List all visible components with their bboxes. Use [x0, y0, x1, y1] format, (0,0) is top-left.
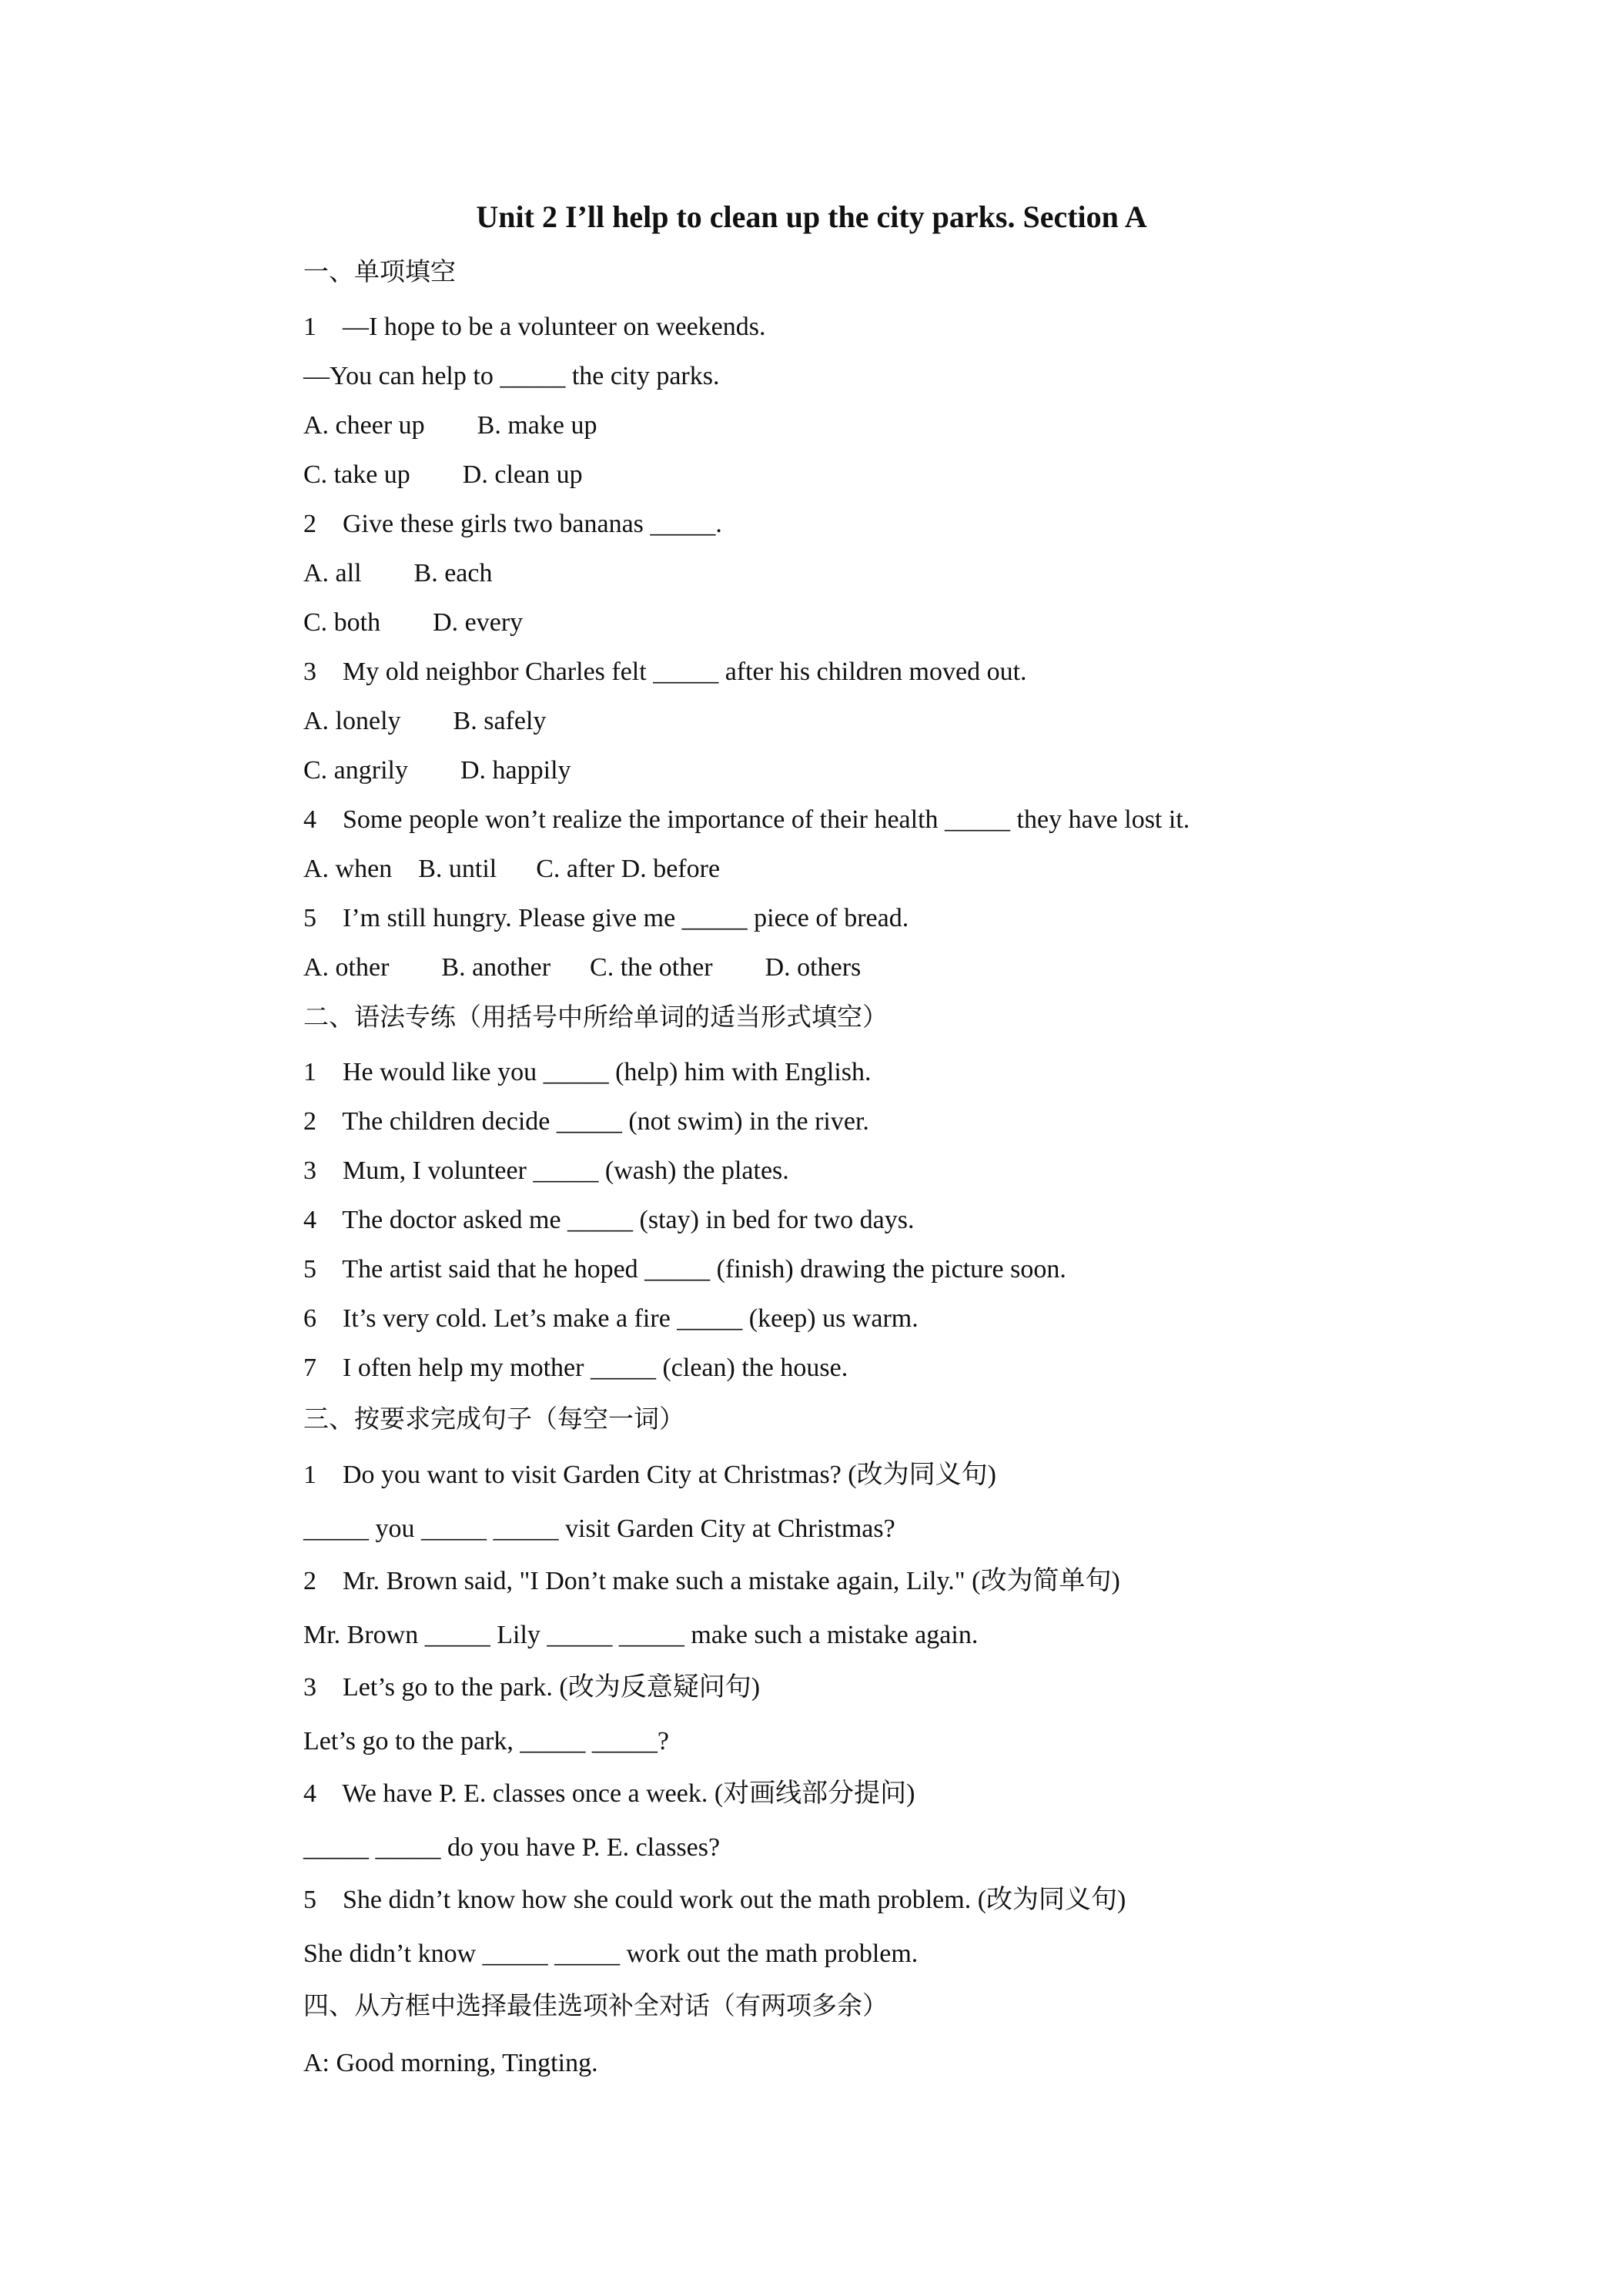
answer-line: Mr. Brown _____ Lily _____ _____ make such a mistake again. — [303, 1621, 979, 1649]
question-line: 2 Mr. Brown said, "I Don’t make such a mistake again, Lily." (改为简单句) — [303, 1567, 1120, 1595]
option-line: C. angrily D. happily — [303, 756, 571, 785]
question-line: 1 He would like you _____ (help) him with English. — [303, 1058, 872, 1086]
question-line: 5 I’m still hungry. Please give me _____ piece of bread. — [303, 904, 909, 932]
option-line: A. when B. until C. after D. before — [303, 855, 721, 883]
question-line: 3 Mum, I volunteer _____ (wash) the plates. — [303, 1156, 789, 1185]
option-line: A. all B. each — [303, 559, 493, 587]
question-line: 5 She didn’t know how she could work out the math problem. (改为同义句) — [303, 1886, 1126, 1914]
section-3-heading: 三、按要求完成句子（每空一词） — [303, 1404, 684, 1434]
question-line: 4 The doctor asked me _____ (stay) in bed for two days. — [303, 1206, 915, 1234]
question-line: 1 —I hope to be a volunteer on weekends. — [303, 313, 766, 341]
section-2-heading: 二、语法专练（用括号中所给单词的适当形式填空） — [303, 1002, 888, 1032]
answer-line: _____ you _____ _____ visit Garden City at Christmas? — [303, 1514, 895, 1543]
question-line: 2 The children decide _____ (not swim) in the river. — [303, 1107, 869, 1136]
page-title: Unit 2 I’ll help to clean up the city parks. Section A — [476, 199, 1147, 234]
question-line: 3 Let’s go to the park. (改为反意疑问句) — [303, 1673, 761, 1702]
option-line: A. other B. another C. the other D. others — [303, 953, 862, 982]
answer-line: Let’s go to the park, _____ _____? — [303, 1727, 669, 1755]
question-line: 4 We have P. E. classes once a week. (对画线部分提问) — [303, 1779, 915, 1808]
question-line: 2 Give these girls two bananas _____. — [303, 510, 722, 538]
dialogue-line: A: Good morning, Tingting. — [303, 2049, 598, 2077]
answer-line: _____ _____ do you have P. E. classes? — [303, 1833, 721, 1862]
question-line: 4 Some people won’t realize the importance of their health _____ they have lost it. — [303, 805, 1190, 834]
question-line: 7 I often help my mother _____ (clean) the house. — [303, 1354, 848, 1382]
question-line: 6 It’s very cold. Let’s make a fire _____ (keep) us warm. — [303, 1304, 919, 1333]
answer-line: She didn’t know _____ _____ work out the math problem. — [303, 1940, 919, 1968]
option-line: A. lonely B. safely — [303, 707, 547, 735]
option-line: A. cheer up B. make up — [303, 411, 597, 440]
option-line: C. both D. every — [303, 608, 524, 637]
question-line: 1 Do you want to visit Garden City at Christmas? (改为同义句) — [303, 1461, 996, 1489]
section-1-heading: 一、单项填空 — [303, 256, 456, 286]
question-line: —You can help to _____ the city parks. — [303, 362, 720, 390]
question-line: 5 The artist said that he hoped _____ (finish) drawing the picture soon. — [303, 1255, 1066, 1284]
option-line: C. take up D. clean up — [303, 460, 583, 489]
question-line: 3 My old neighbor Charles felt _____ after his children moved out. — [303, 658, 1027, 686]
section-4-heading: 四、从方框中选择最佳选项补全对话（有两项多余） — [303, 1990, 888, 2020]
